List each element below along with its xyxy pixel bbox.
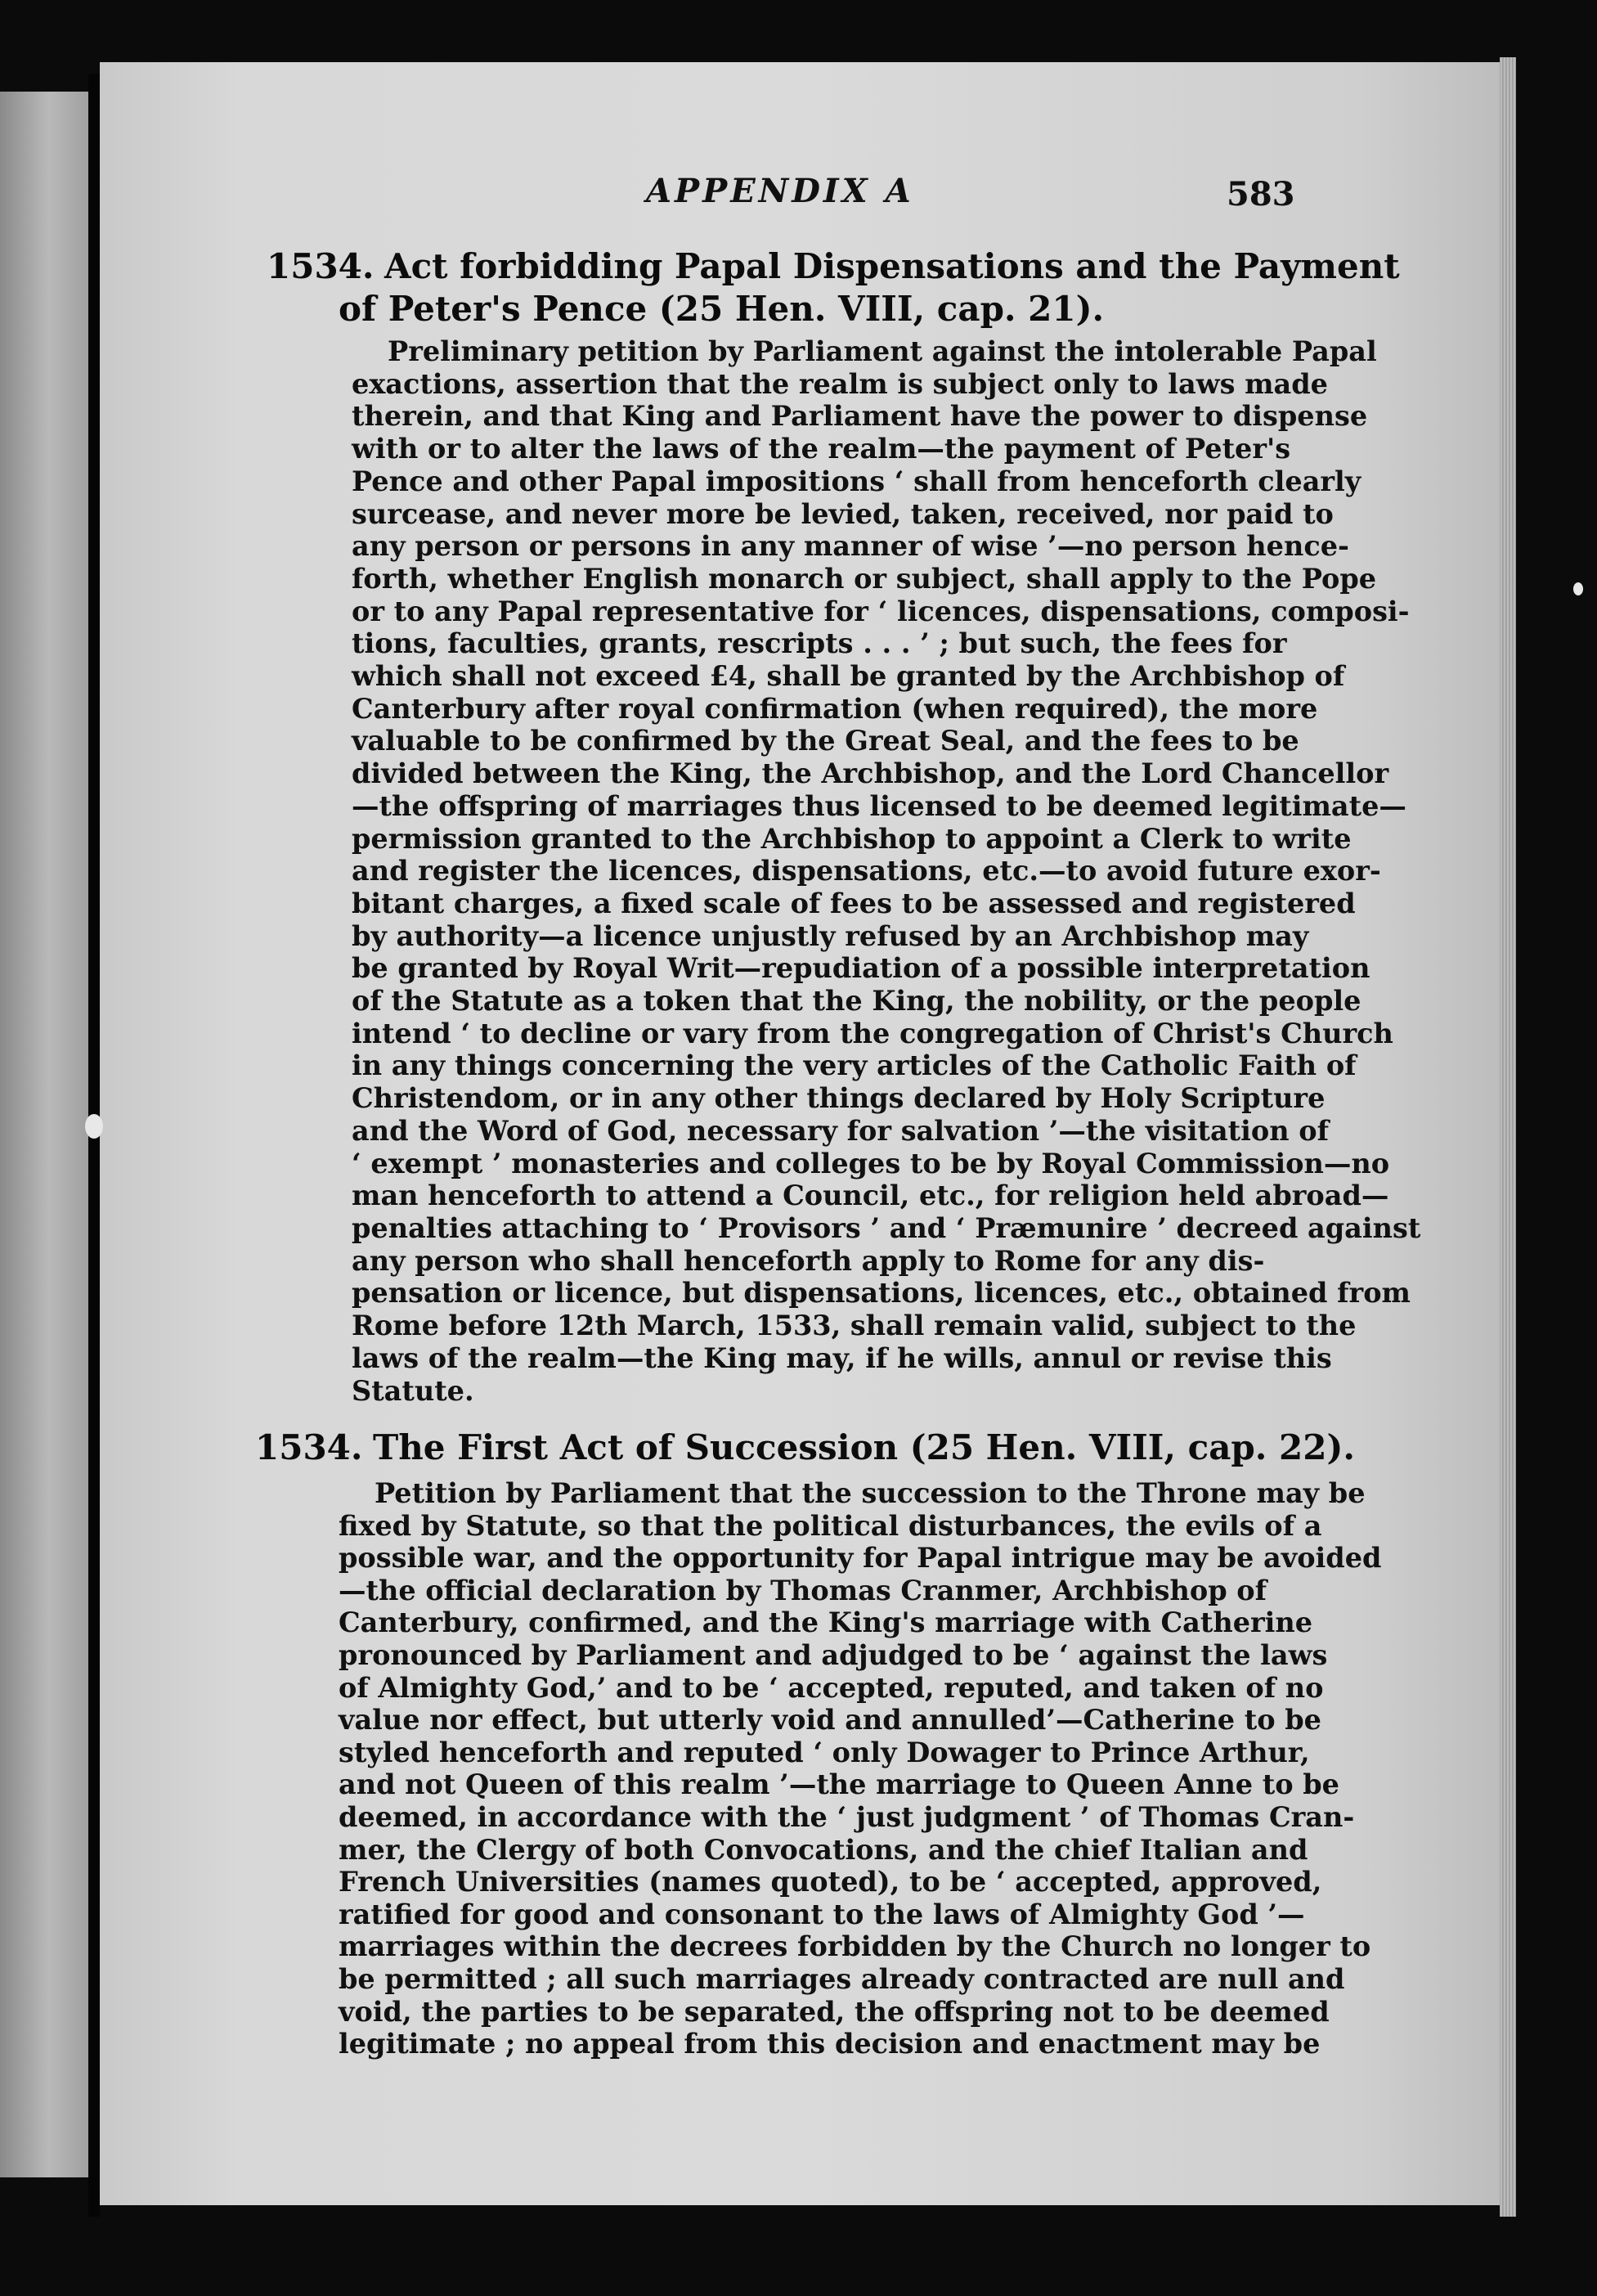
body-line: penalties attaching to ‘ Provisors ’ and ‘ Præmunire ’ decreed against <box>352 1211 1421 1244</box>
entry-title: The First Act of Succession (25 Hen. VIII, cap. 22). <box>373 1427 1355 1467</box>
body-line: which shall not exceed £4, shall be granted by the Archbishop of <box>352 660 1345 693</box>
paper-blemish <box>1573 582 1583 595</box>
entry-year: 1534. <box>255 1427 363 1467</box>
body-line: divided between the King, the Archbishop, and the Lord Chancellor <box>352 757 1389 790</box>
body-line: bitant charges, a fixed scale of fees to be assessed and registered <box>352 887 1356 919</box>
book-gutter <box>88 74 100 2217</box>
body-line: ratified for good and consonant to the laws of Almighty God ’— <box>339 1898 1305 1930</box>
body-line: intend ‘ to decline or vary from the congregation of Christ's Church <box>352 1017 1393 1049</box>
body-line: be permitted ; all such marriages already contracted are null and <box>339 1962 1345 1995</box>
body-line: Petition by Parliament that the succession to the Throne may be <box>375 1477 1366 1509</box>
entry-heading <box>255 1427 1355 1469</box>
entry-body <box>339 1477 1381 2060</box>
page-stack-edge <box>1500 57 1516 2217</box>
body-line: Statute. <box>352 1374 474 1407</box>
body-line: and not Queen of this realm ’—the marriage to Queen Anne to be <box>339 1768 1339 1801</box>
body-line: with or to alter the laws of the realm—the payment of Peter's <box>352 433 1291 465</box>
body-line: any person who shall henceforth apply to Rome for any dis- <box>352 1244 1265 1277</box>
body-line: marriages within the decrees forbidden by the Church no longer to <box>339 1930 1371 1963</box>
body-line: laws of the realm—the King may, if he wills, annul or revise this <box>352 1341 1332 1374</box>
facing-page-edge <box>0 92 88 2177</box>
body-line: void, the parties to be separated, the offspring not to be deemed <box>339 1995 1330 2028</box>
body-line: pensation or licence, but dispensations, licences, etc., obtained from <box>352 1277 1411 1310</box>
body-line: mer, the Clergy of both Convocations, and the chief Italian and <box>339 1833 1308 1866</box>
body-line: therein, and that King and Parliament have the power to dispense <box>352 400 1368 433</box>
body-line: fixed by Statute, so that the political disturbances, the evils of a <box>339 1509 1322 1542</box>
page-number: 583 <box>1227 175 1295 213</box>
body-line: be granted by Royal Writ—repudiation of a possible interpretation <box>352 952 1370 985</box>
body-line: Canterbury, confirmed, and the King's marriage with Catherine <box>339 1606 1313 1639</box>
heading-line <box>255 1427 1355 1469</box>
body-line: and register the licences, dispensations, etc.—to avoid future exor- <box>352 855 1381 887</box>
body-line: in any things concerning the very articles of the Catholic Faith of <box>352 1049 1357 1082</box>
body-line: man henceforth to attend a Council, etc., for religion held abroad— <box>352 1179 1389 1212</box>
entry-year: 1534. <box>267 246 375 286</box>
body-line: ‘ exempt ’ monasteries and colleges to be by Royal Commission—no <box>352 1147 1390 1179</box>
body-line: and the Word of God, necessary for salvation ’—the visitation of <box>352 1114 1329 1147</box>
body-line: permission granted to the Archbishop to appoint a Clerk to write <box>352 822 1352 855</box>
body-line: surcease, and never more be levied, taken, received, nor paid to <box>352 497 1334 530</box>
body-line: —the offspring of marriages thus licensed to be deemed legitimate— <box>352 789 1406 822</box>
entry-title: Act forbidding Papal Dispensations and the Payment <box>384 246 1400 286</box>
body-line: styled henceforth and reputed ‘ only Dowager to Prince Arthur, <box>339 1736 1310 1768</box>
body-line: possible war, and the opportunity for Papal intrigue may be avoided <box>339 1542 1382 1575</box>
body-line: deemed, in accordance with the ‘ just judgment ’ of Thomas Cran- <box>339 1800 1355 1833</box>
body-line: Christendom, or in any other things declared by Holy Scripture <box>352 1082 1326 1115</box>
body-line: French Universities (names quoted), to be ‘ accepted, approved, <box>339 1866 1322 1898</box>
body-line: Canterbury after royal confirmation (when required), the more <box>352 692 1318 725</box>
body-line: legitimate ; no appeal from this decision and enactment may be <box>339 2028 1321 2060</box>
body-line: or to any Papal representative for ‘ licences, dispensations, composi- <box>352 595 1410 627</box>
running-head: APPENDIX A <box>646 172 914 210</box>
body-line: —the official declaration by Thomas Cranmer, Archbishop of <box>339 1574 1267 1606</box>
body-line: pronounced by Parliament and adjudged to be ‘ against the laws <box>339 1638 1328 1671</box>
body-line: Pence and other Papal impositions ‘ shall from henceforth clearly <box>352 465 1361 497</box>
body-line: of Almighty God,’ and to be ‘ accepted, reputed, and taken of no <box>339 1671 1324 1704</box>
entry-body <box>352 335 1420 1407</box>
body-line: exactions, assertion that the realm is subject only to laws made <box>352 367 1328 400</box>
entry-title-continued: of Peter's Pence (25 Hen. VIII, cap. 21). <box>339 289 1105 329</box>
body-line: forth, whether English monarch or subject, shall apply to the Pope <box>352 562 1377 595</box>
body-line: by authority—a licence unjustly refused by an Archbishop may <box>352 919 1309 952</box>
paper-blemish <box>85 1114 103 1139</box>
body-line: of the Statute as a token that the King, the nobility, or the people <box>352 985 1361 1018</box>
body-line: Rome before 12th March, 1533, shall remain valid, subject to the <box>352 1310 1357 1342</box>
heading-line <box>267 245 1400 288</box>
body-line: any person or persons in any manner of wise ’—no person hence- <box>352 530 1349 563</box>
entry-heading <box>267 245 1400 330</box>
body-line: valuable to be confirmed by the Great Seal, and the fees to be <box>352 725 1299 757</box>
body-line: Preliminary petition by Parliament against the intolerable Papal <box>388 335 1377 367</box>
body-line: tions, faculties, grants, rescripts . . . ’ ; but such, the fees for <box>352 627 1287 660</box>
body-line: value nor effect, but utterly void and annulled’—Catherine to be <box>339 1704 1321 1737</box>
